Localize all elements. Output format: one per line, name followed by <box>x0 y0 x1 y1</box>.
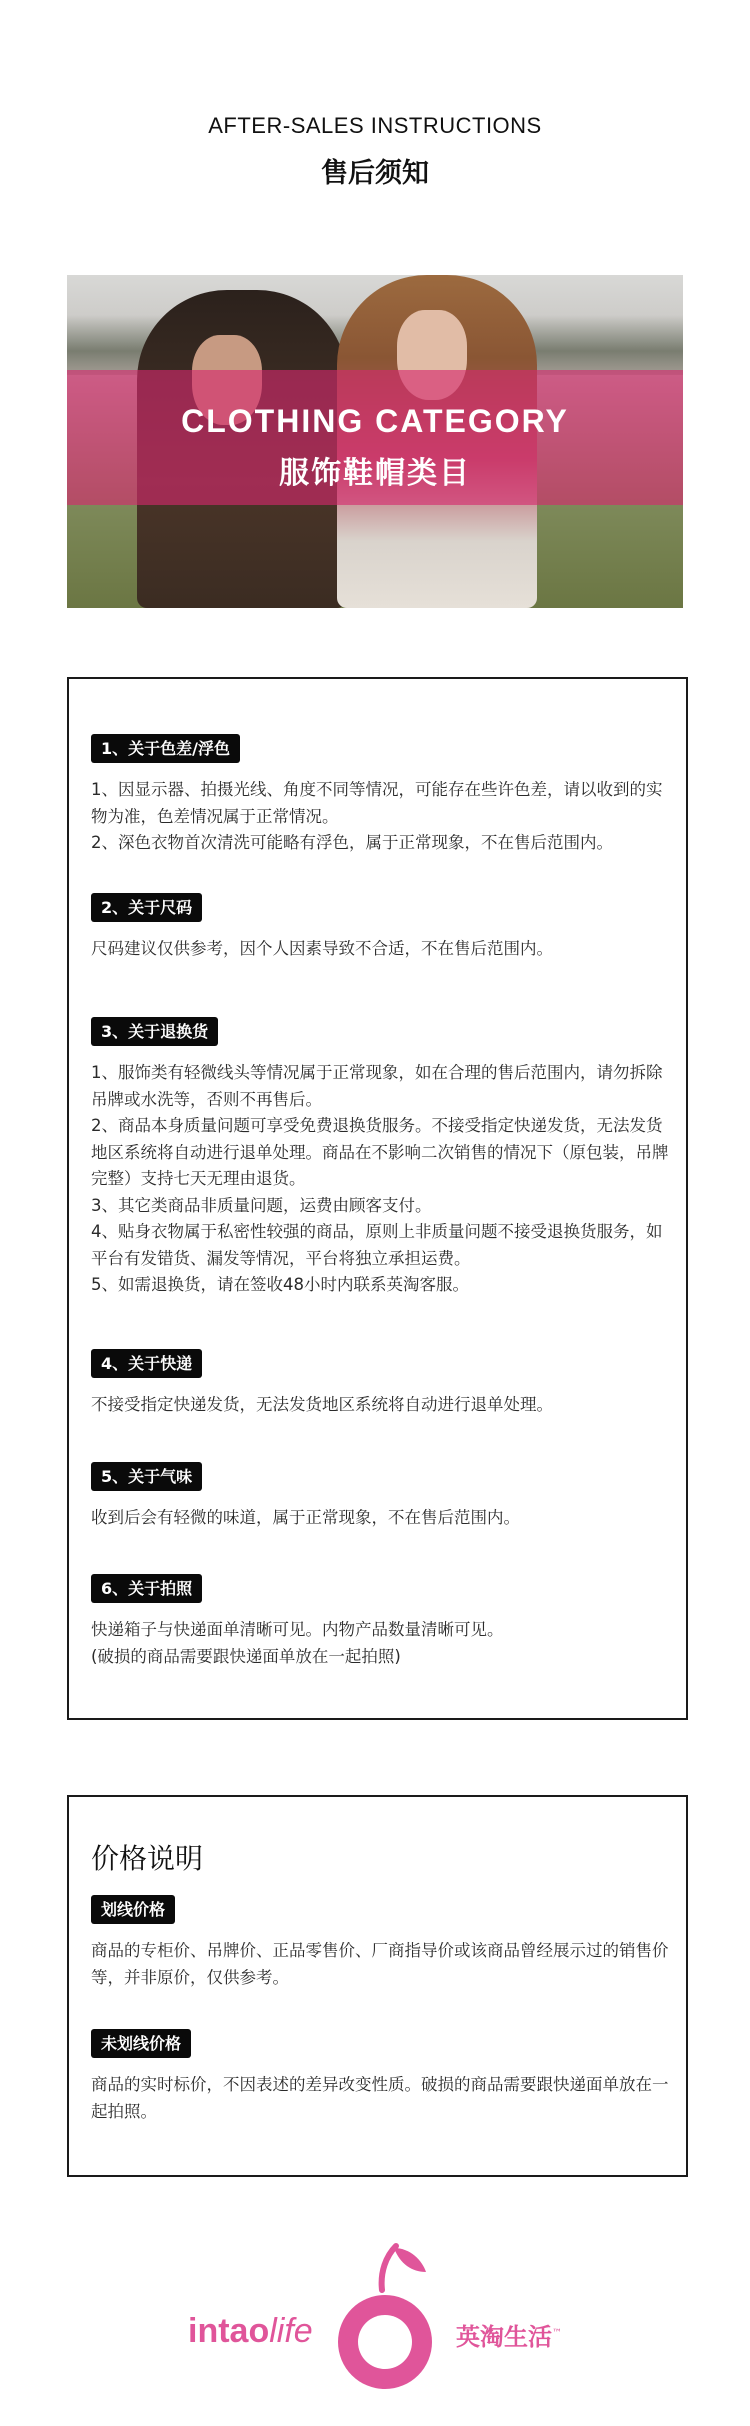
section-tag-return: 3、关于退换货 <box>91 1017 218 1046</box>
section-line: 1、因显示器、拍摄光线、角度不同等情况，可能存在些许色差，请以收到的实物为准，色差情况属于正常情况。 <box>91 780 663 826</box>
section-line: 尺码建议仅供参考，因个人因素导致不合适，不在售后范围内。 <box>91 939 553 958</box>
section-line: 5、如需退换货，请在签收48小时内联系英淘客服。 <box>91 1275 469 1294</box>
header-title-en: AFTER-SALES INSTRUCTIONS <box>208 113 542 138</box>
section-line: 3、其它类商品非质量问题，运费由顾客支付。 <box>91 1195 432 1215</box>
price-tag-strikethrough: 划线价格 <box>91 1895 175 1924</box>
brand-logo <box>0 2242 750 2392</box>
section-tag-photo: 6、关于拍照 <box>91 1574 202 1603</box>
banner-title-cn: 服饰鞋帽类目 <box>279 456 471 491</box>
section-tag-color: 1、关于色差/浮色 <box>91 734 240 763</box>
section-line: 1、服饰类有轻微线头等情况属于正常现象，如在合理的售后范围内，请勿拆除吊牌或水洗等，否则不再售后。 <box>91 1063 663 1109</box>
section-text-photo <box>91 1617 669 1670</box>
price-text-unstruck: 商品的实时标价，不因表述的差异改变性质。破损的商品需要跟快递面单放在一起拍照。 <box>91 2075 669 2121</box>
section-tag-express: 4、关于快递 <box>91 1349 202 1378</box>
section-line: 2、深色衣物首次清洗可能略有浮色，属于正常现象，不在售后范围内。 <box>91 833 613 852</box>
section-line: 快递箱子与快递面单清晰可见。内物产品数量清晰可见。 <box>91 1620 504 1639</box>
price-tag-unstruck: 未划线价格 <box>91 2029 191 2058</box>
section-text-express <box>91 1392 669 1419</box>
price-info-box <box>67 1795 688 2177</box>
section-line: 4、贴身衣物属于私密性较强的商品，原则上非质量问题不接受退换货服务，如平台有发错货、漏发等情况，平台将独立承担运费。 <box>91 1222 663 1268</box>
section-text-smell <box>91 1505 669 1532</box>
after-sales-box <box>67 677 688 1720</box>
section-line: 2、商品本身质量问题可享受免费退换货服务。不接受指定快递发货，无法发货地区系统将自动进行退单处理。商品在不影响二次销售的情况下（原包装，吊牌完整）支持七天无理由退货。 <box>91 1116 669 1188</box>
section-text-return <box>91 1060 669 1299</box>
section-line: (破损的商品需要跟快递面单放在一起拍照) <box>91 1646 401 1666</box>
section-line: 不接受指定快递发货，无法发货地区系统将自动进行退单处理。 <box>91 1395 553 1414</box>
section-tag-size: 2、关于尺码 <box>91 893 202 922</box>
page-header <box>0 113 750 190</box>
banner-title-en: CLOTHING CATEGORY <box>181 403 569 439</box>
category-banner <box>67 275 683 608</box>
price-info-title: 价格说明 <box>91 1842 204 1875</box>
section-text-color <box>91 777 669 857</box>
cherry-icon <box>330 2242 450 2392</box>
price-text-strikethrough: 商品的专柜价、吊牌价、正品零售价、厂商指导价或该商品曾经展示过的销售价等，并非原价，仅供参考。 <box>91 1941 669 1987</box>
header-title-cn: 售后须知 <box>321 158 429 189</box>
section-line: 收到后会有轻微的味道，属于正常现象，不在售后范围内。 <box>91 1508 520 1527</box>
logo-text-cn: 英淘生活™ <box>456 2323 562 2351</box>
logo-text-en: intaolife <box>188 2312 313 2350</box>
section-text-size <box>91 936 669 963</box>
section-tag-smell: 5、关于气味 <box>91 1462 202 1491</box>
